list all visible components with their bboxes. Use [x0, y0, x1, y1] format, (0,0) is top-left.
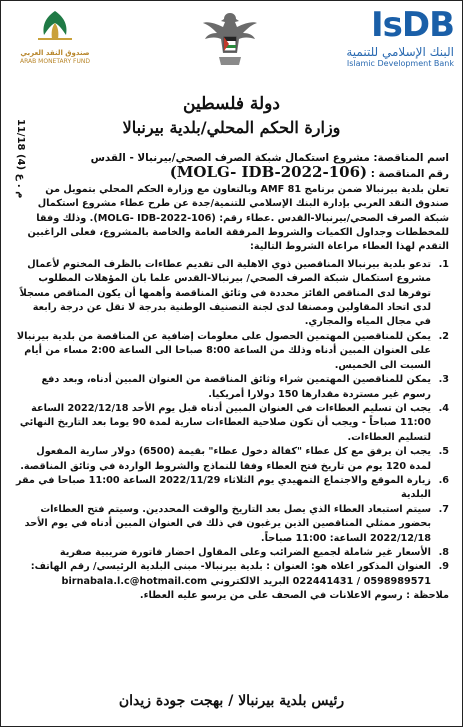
amf-logo	[9, 9, 101, 75]
condition-number: 1.	[438, 258, 449, 270]
condition-text: العنوان المذكور اعلاه هو: العنوان : بلدية بيرنبالا- مبنى البلدية الرئيسي/ رقم الهاتف: 0598989571 / 022441431 البريد الالكتروني birnabala.l.c@hotmail.com	[30, 561, 431, 587]
isdb-logo-english: Islamic Development Bank	[346, 59, 454, 68]
isdb-logo-arabic: البنك الإسلامي للتنمية	[346, 45, 454, 59]
condition-text: سيتم استبعاد العطاء الذي يصل بعد التاريخ والوقت المحددين. وسيتم فتح العطاءات بحضور ممثلي المناقصين الذين يرغبون في ذلك في العنوان المبين أدناه في يوم الأحد 2022/12/18 الساعة: 11:00 صباحاً.	[24, 503, 431, 544]
condition-number: 5.	[438, 446, 449, 458]
intro-paragraph: تعلن بلدية بيرنبالا ضمن برنامج AMF 81 وبالتعاون مع وزارة الحكم المحلي بتمويل من صندوق النقد العربي بإدارة البنك الإسلامي للتنمية/جدة عن طرح عطاء مشروع استكمال شبكة الصرف الصحي/بيرنبالا-القدس .عطاء رقم: (MOLG- IDB-2022-106). وذلك وفقا للمخططات وجداول الكميات والشروط المرفقة العامة والخاصة بالمشروع، فعلى الراغبين التقدم لهذا العطاء مراعاة الشروط التالية:	[27, 183, 449, 253]
side-reference-code: م . ع (4) 11/18	[15, 119, 26, 199]
amf-logo-arabic: صندوق النقد العربي	[20, 49, 90, 57]
condition-text: يجب ان تسليم العطاءات في العنوان المبين أدناه قبل يوم الأحد 2022/12/18 الساعة 11:00 صباحاً - ويجب أن تكون صلاحية العطاءات سارية لمدة 90 يوما بعد التاريخ النهائي لتسليم العطاءات.	[19, 402, 431, 443]
conditions-list	[15, 258, 449, 589]
tender-reference	[15, 165, 449, 182]
condition-number: 4.	[438, 402, 449, 414]
condition-item	[15, 503, 449, 546]
ministry-title: وزارة الحكم المحلي/بلدية بيرنبالا	[122, 118, 341, 137]
condition-number: 7.	[438, 503, 449, 515]
condition-item	[15, 474, 449, 503]
condition-item	[15, 373, 449, 402]
signature-line: رئيس بلدية بيرنبالا / بهجت جودة زيدان	[118, 693, 345, 709]
condition-number: 9.	[438, 561, 449, 573]
tender-reference-label: رقم المناقصة :	[367, 168, 449, 181]
condition-item	[15, 546, 449, 560]
tender-name: اسم المناقصة: مشروع استكمال شبكة الصرف الصحي/بيرنبالا - القدس	[90, 152, 449, 164]
condition-item	[15, 402, 449, 445]
tender-reference-number: (MOLG- IDB-2022-106)	[169, 163, 368, 182]
condition-text: زيارة الموقع والاجتماع التمهيدي يوم الثلاثاء 2022/11/29 الساعة 11:00 صباحا في مقر البلدية	[15, 474, 431, 501]
condition-text: تدعو بلدية بيرنبالا المناقصين ذوي الاهلية الى تقديم عطاءات بالظرف المختوم لأعمال مشروع استكمال شبكة الصرف الصحي/ بيرنبالا-القدس علما بان المؤهلات المطلوب توفرها لدى المناقص الفائز محددة في وثائق المناقصة وأهمها أن يكون المناقص مسجلاً لدى اتحاد المقاولين ومصنفا لدى لجنة التصنيف الوطنية بدرجة لا تقل عن درجة رابعة في مجال المياه والمجاري.	[19, 258, 431, 328]
isdb-logo	[336, 5, 456, 85]
announcement-body	[15, 151, 449, 604]
condition-text: الأسعار غير شاملة لجميع الضرائب وعلى المقاول احضار فاتورة ضريبية صفرية	[59, 546, 431, 558]
condition-text: يجب ان يرفق مع كل عطاء "كفالة دخول عطاء" بقيمة (6500) دولار سارية المفعول لمدة 120 يوم من تاريخ فتح العطاء وفقا للنماذج والشروط الواردة في وثائق المناقصة.	[20, 446, 431, 472]
note-line: ملاحظة : رسوم الاعلانات في الصحف على من يرسو عليه العطاء.	[139, 590, 449, 602]
amf-logo-english: ARAB MONETARY FUND	[20, 58, 90, 65]
eagle-emblem-icon	[199, 7, 261, 71]
condition-number: 8.	[438, 546, 449, 558]
condition-item	[15, 258, 449, 330]
palestine-emblem	[199, 7, 261, 71]
condition-text: يمكن للمناقصين المهتمين الحصول على معلومات إضافية عن المناقصة من بلدية بيرنبالا على العنوان المبين أدناه وذلك من الساعة 8:00 صباحا الى الساعة 2:00 مساء من أيام السبت الى الخميس.	[16, 330, 431, 371]
condition-number: 6.	[438, 474, 449, 486]
condition-number: 2.	[438, 330, 449, 342]
condition-item	[15, 445, 449, 474]
condition-item	[15, 330, 449, 373]
isdb-logo-mark: IsDB	[370, 5, 454, 45]
state-title: دولة فلسطين	[183, 94, 280, 114]
amf-emblem-icon	[34, 9, 76, 43]
header-logos	[1, 1, 462, 93]
condition-number: 3.	[438, 374, 449, 386]
condition-item	[15, 560, 449, 589]
condition-text: يمكن للمناقصين المهتمين شراء وثائق المناقصة من العنوان المبين أدناه، وبعد دفع رسوم غير مستردة مقدارها 150 دولارا أمريكيا.	[41, 374, 431, 400]
